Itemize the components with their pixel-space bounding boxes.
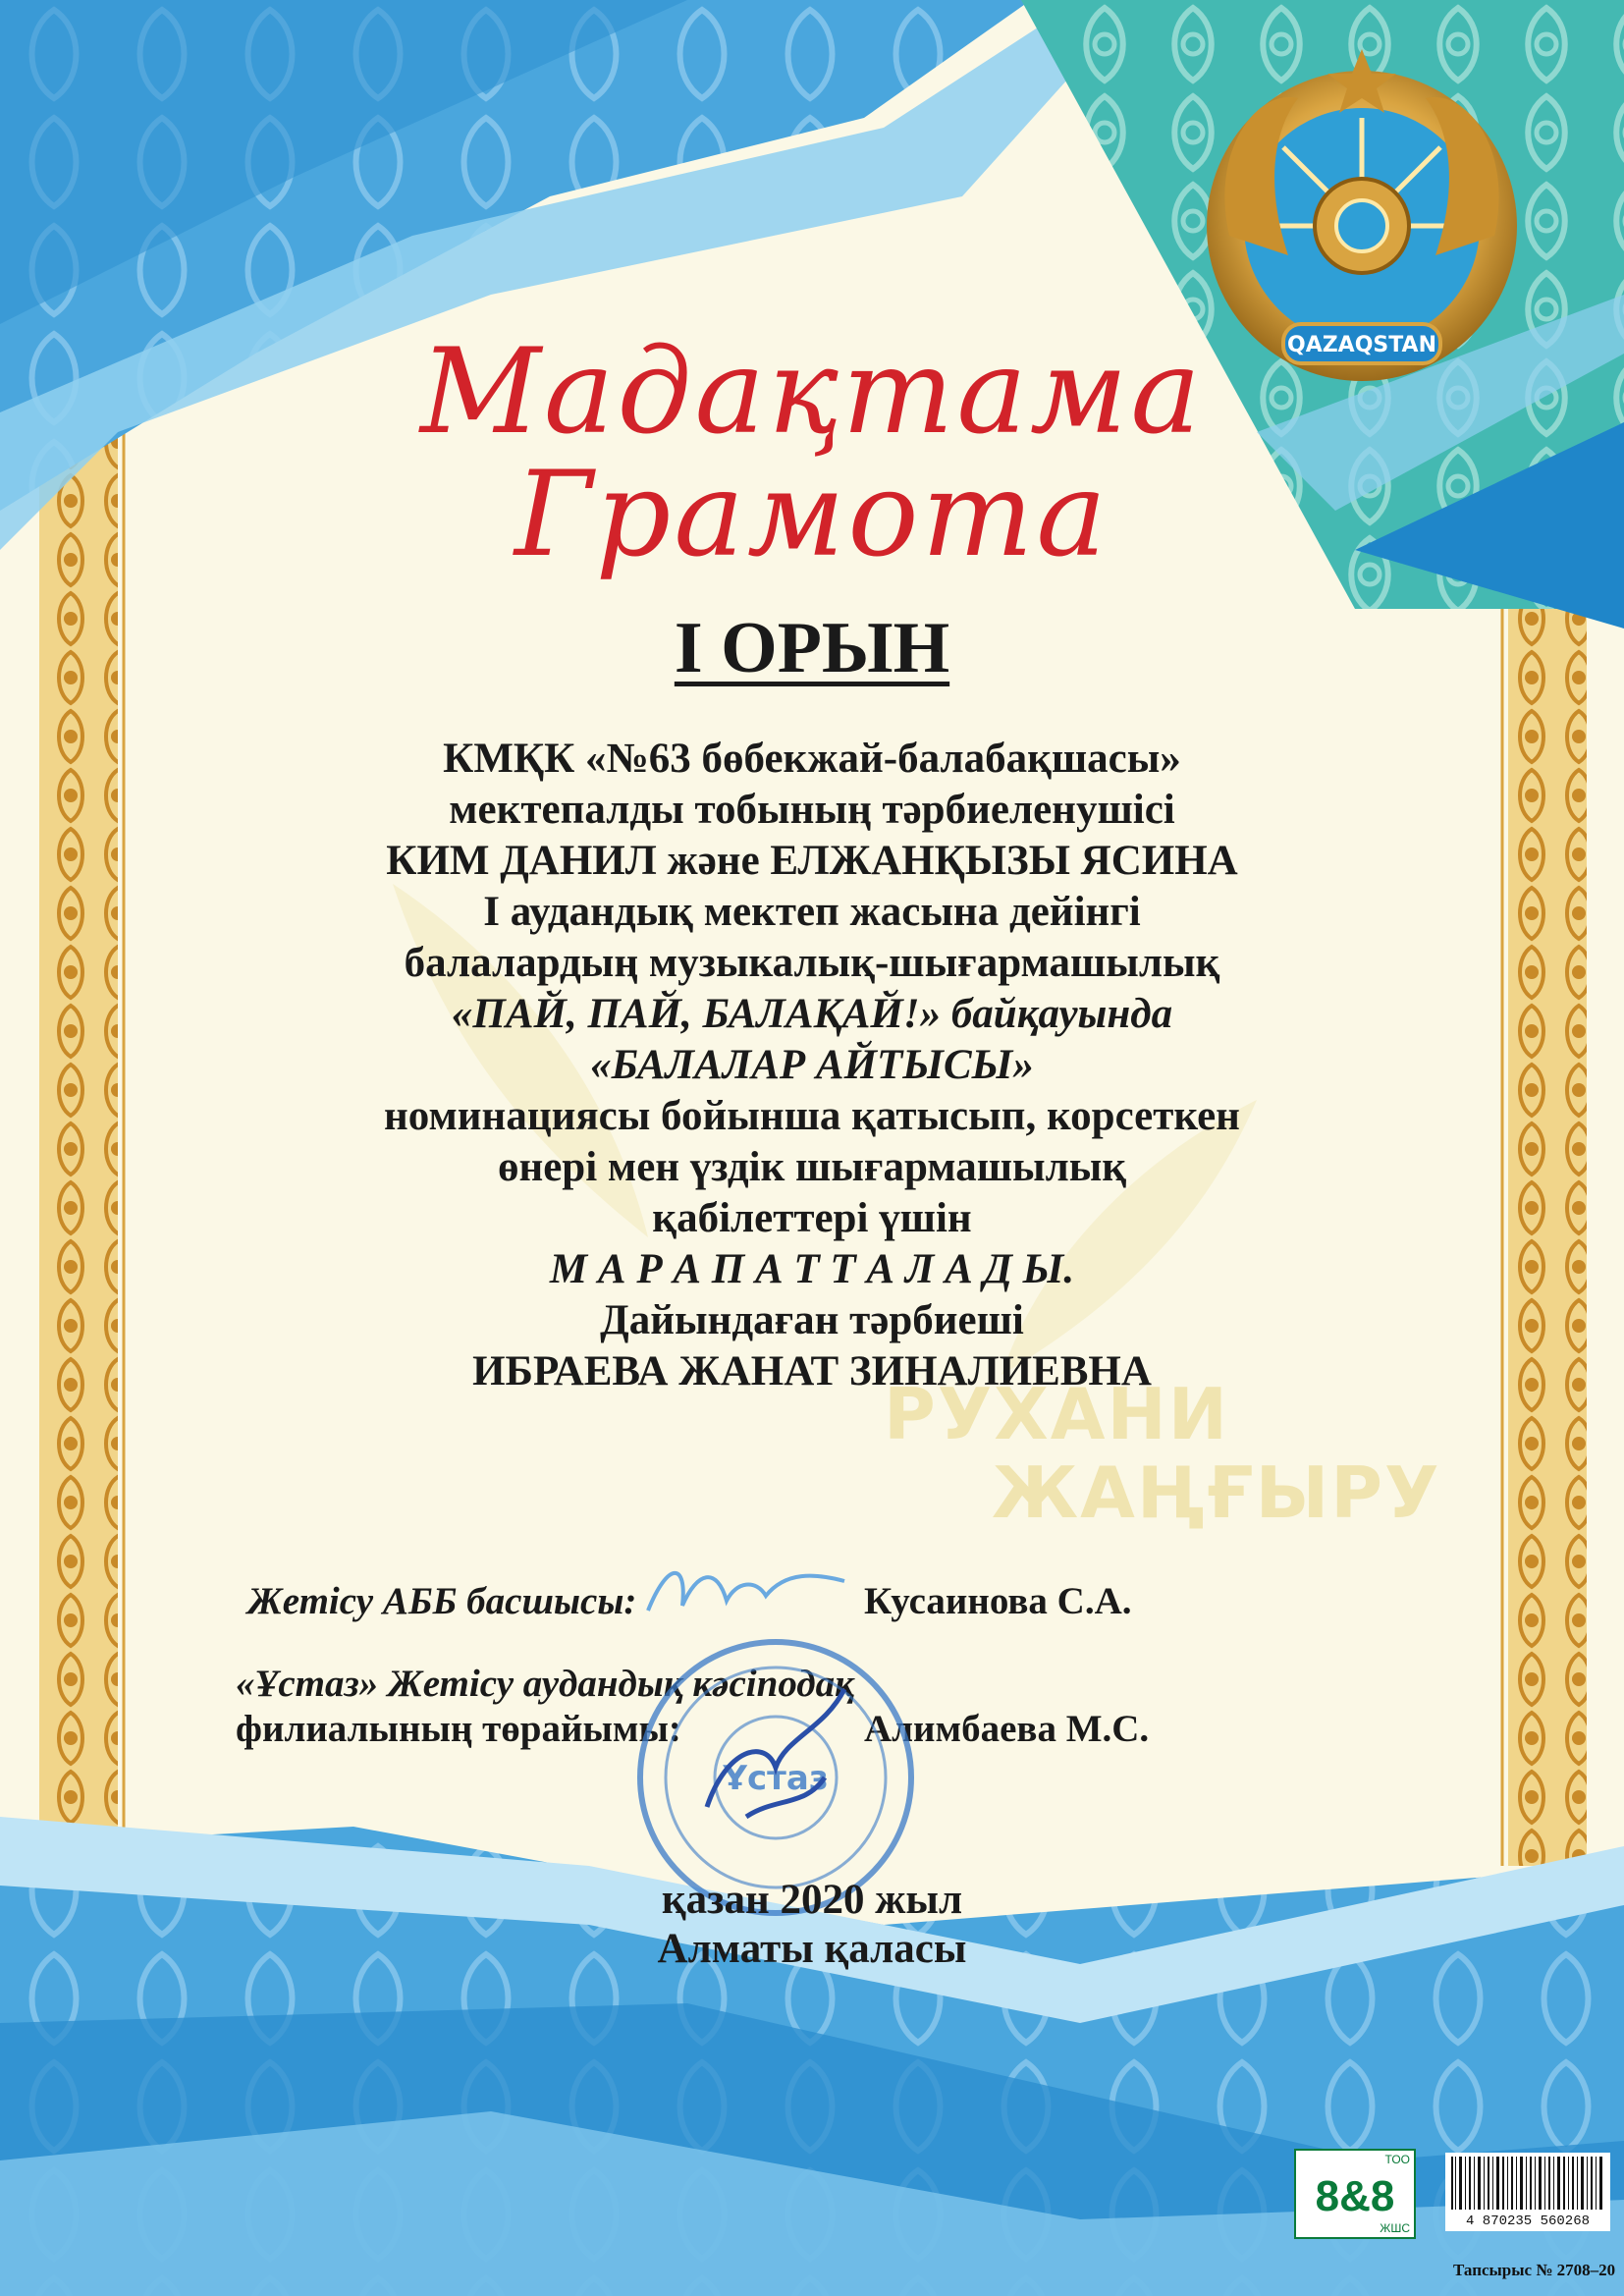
barcode [1445, 2153, 1610, 2231]
certificate-title-ru: Грамота [514, 447, 1110, 583]
printer-logo-main: 8&8 [1315, 2172, 1395, 2220]
body-line-9: өнері мен үздік шығармашылық [497, 1144, 1127, 1190]
signer-1-position: Жетісу АББ басшысы: [247, 1580, 637, 1622]
certificate-title-kz: Мадақтама [420, 324, 1204, 461]
printer-logo-bottom: ЖШС [1380, 2221, 1410, 2235]
teacher-name: ИБРАЕВА ЖАНАТ ЗИНАЛИЕВНА [472, 1348, 1152, 1394]
barcode-number: 4 870235 560268 [1465, 2214, 1591, 2229]
barcode-bars-icon [1445, 2153, 1610, 2214]
award-place: І ОРЫН [674, 608, 950, 688]
signer-2-name: Алимбаева М.С. [864, 1708, 1150, 1750]
signature-1-icon [638, 1552, 854, 1630]
signer-2-position-line-1: «Ұстаз» Жетісу аудандық кәсіподақ [236, 1663, 854, 1705]
stamp-center-text: Ұстаз [723, 1759, 829, 1798]
signer-1-name: Кусаинова С.А. [864, 1580, 1132, 1622]
issue-city: Алматы қаласы [657, 1926, 967, 1972]
body-line-10: қабілеттері үшін [652, 1195, 972, 1241]
awarded-statement: М А Р А П А Т Т А Л А Д Ы. [549, 1246, 1075, 1292]
teacher-title: Дайындаған тәрбиеші [600, 1297, 1024, 1343]
order-number: Тапсырыс № 2708–20 [1453, 2261, 1616, 2279]
contest-name: «ПАЙ, ПАЙ, БАЛАҚАЙ!» байқауында [451, 991, 1173, 1037]
emblem-label: QAZAQSTAN [1287, 333, 1436, 357]
body-line-8: номинациясы бойынша қатысып, корсеткен [384, 1093, 1240, 1139]
body-line-2: мектепалды тобының тәрбиеленушісі [449, 787, 1175, 833]
printer-logo [1294, 2149, 1416, 2239]
signer-2-position-line-2: филиалының төрайымы: [236, 1708, 681, 1750]
issue-date: қазан 2020 жыл [661, 1877, 963, 1923]
body-line-5: балалардың музыкалық-шығармашылық [404, 940, 1220, 986]
recipient-names: КИМ ДАНИЛ және ЕЛЖАНҚЫЗЫ ЯСИНА [386, 838, 1238, 884]
printer-logo-top: ТОО [1384, 2153, 1410, 2166]
body-line-1: КМҚК «№63 бөбекжай-балабақшасы» [443, 736, 1181, 782]
body-line-4: І аудандық мектеп жасына дейінгі [483, 889, 1141, 935]
watermark-line-1: РУХАНИ [884, 1373, 1230, 1455]
watermark-line-2: ЖАҢҒЫРУ [992, 1451, 1441, 1534]
nomination-name: «БАЛАЛАР АЙТЫСЫ» [590, 1042, 1034, 1088]
